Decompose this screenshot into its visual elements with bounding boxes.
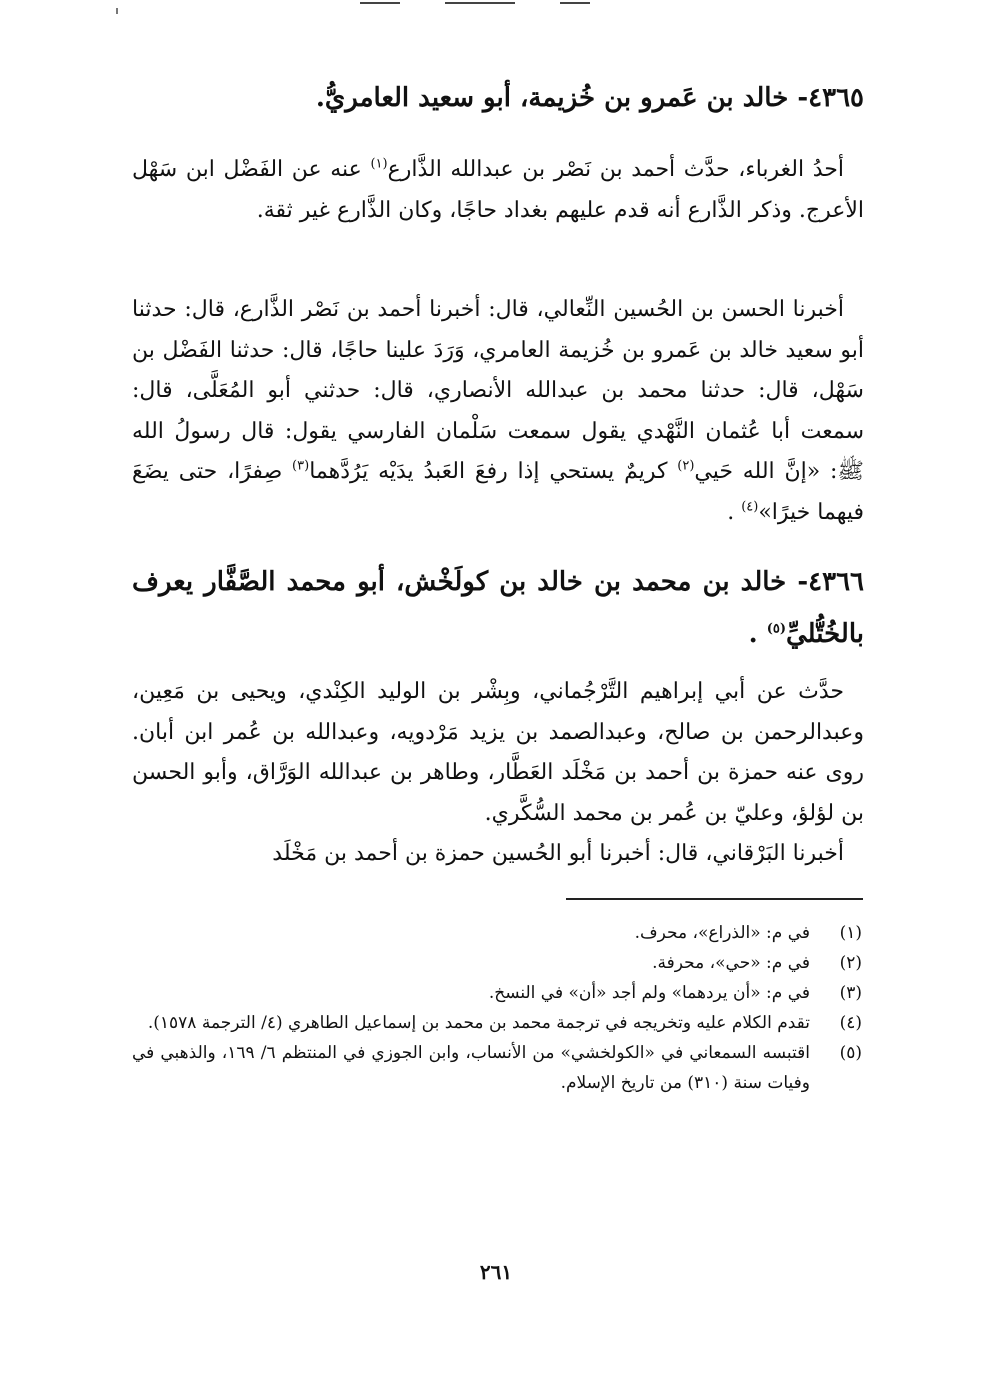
footnotes (132, 918, 862, 1098)
paragraph-text: صِفرًا، حتى يضَعَ فيهما خيرًا» (132, 459, 864, 525)
paragraph-text: . (727, 499, 742, 525)
footnote-ref: (١) (370, 156, 388, 172)
entry-4366 (132, 556, 864, 660)
footnote-text: في م: «الذراع»، محرف. (634, 923, 810, 943)
footnote-number: (٤) (839, 1013, 862, 1033)
entry-heading (132, 556, 864, 660)
footnote-ref: (٢) (677, 458, 695, 474)
entry-heading (132, 72, 864, 124)
paragraph: حدَّث عن أبي إبراهيم التَّرْجُماني، وبِشْر بن الوليد الكِنْدي، ويحيى بن مَعِين، وعبدالرحمن بن صالح، وعبدالصمد بن يزيد مَرْدويه، وعبدالله بن عُمر ابن أبان. روى عنه حمزة بن أحمد بن مَخْلَد العَطَّار، وطاهر بن عبدالله الوَرَّاق، وأبو الحسن بن لؤلؤ، وعليّ بن عُمر بن محمد السُّكَّري. (132, 679, 864, 826)
footnote-number: (٥) (839, 1043, 862, 1063)
entry-title-tail: . (748, 619, 767, 649)
footnote (132, 1008, 862, 1038)
entry-title: خالد بن محمد بن خالد بن كولَخْش، أبو محمد الصَّفَّار يعرف بالخُتُّليِّ (132, 567, 864, 649)
entry-4365 (132, 72, 864, 124)
footnote-text: تقدم الكلام عليه وتخريجه في ترجمة محمد بن محمد بن إسماعيل الطاهري (٤/ الترجمة ١٥٧٨). (147, 1013, 810, 1033)
footnote (132, 948, 862, 978)
entry-number: ٤٣٦٥- (797, 83, 864, 113)
footnote-ref: (٣) (292, 458, 310, 474)
footnote-text: في م: «حي»، محرفة. (652, 953, 810, 973)
entry-number: ٤٣٦٦- (797, 567, 864, 597)
footnote (132, 1038, 862, 1098)
page-top-marks (360, 0, 590, 6)
paragraph (132, 290, 864, 533)
paragraph-text: عنه عن الفَضْل ابن سَهْل الأعرج. وذكر الذَّارع أنه قدم عليهم بغداد حاجًا، وكان الذَّارع غير ثقة. (132, 157, 864, 223)
entry-4366-body (132, 672, 864, 875)
paragraph-text: أخبرنا الحسن بن الحُسين النِّعالي، قال: أخبرنا أحمد بن نَصْر الذَّارع، قال: حدثنا أبو سعيد خالد بن عَمرو بن خُزيمة العامري، وَرَدَ علينا حاجًا، قال: حدثنا الفَضْل بن سَهْل، قال: حدثنا محمد بن عبدالله الأنصاري، قال: حدثني أبو المُعَلَّى، قال: سمعت أبا عُثمان النَّهْدي يقول سمعت سَلْمان الفارسي يقول: قال رسولُ الله ﷺ: «إنَّ الله حَيي (132, 297, 864, 484)
entry-4365-hadith (132, 290, 864, 533)
footnote (132, 918, 862, 948)
page-number: ٢٦١ (479, 1260, 513, 1284)
corner-tick-mark (116, 8, 118, 14)
paragraph (132, 150, 864, 231)
paragraph-text: كريمٌ يستحي إذا رفعَ العَبدُ يدَيْه يَرُدَّهما (309, 459, 678, 484)
footnote-number: (١) (839, 923, 862, 943)
footnote-number: (٣) (839, 983, 862, 1003)
footnote-ref: (٤) (741, 499, 759, 515)
paragraph: أخبرنا البَرْقاني، قال: أخبرنا أبو الحُسين حمزة بن أحمد بن مَخْلَد (272, 841, 844, 866)
footnote-number: (٢) (839, 953, 862, 973)
footnote (132, 978, 862, 1008)
paragraph-text: أحدُ الغرباء، حدَّث أحمد بن نَصْر بن عبدالله الذَّارع (387, 157, 844, 182)
footnote-ref: (٥) (766, 621, 786, 637)
footnote-separator (566, 898, 863, 900)
entry-title: خالد بن عَمرو بن خُزيمة، أبو سعيد العامريُّ. (315, 83, 798, 113)
footnote-text: في م: «أن يردهما» ولم أجد «أن» في النسخ. (488, 983, 810, 1003)
footnote-text: اقتبسه السمعاني في «الكولخشي» من الأنساب، وابن الجوزي في المنتظم ٦/ ١٦٩، والذهبي في وفيات سنة (٣١٠) من تاريخ الإسلام. (132, 1043, 810, 1093)
entry-4365-body (132, 150, 864, 231)
